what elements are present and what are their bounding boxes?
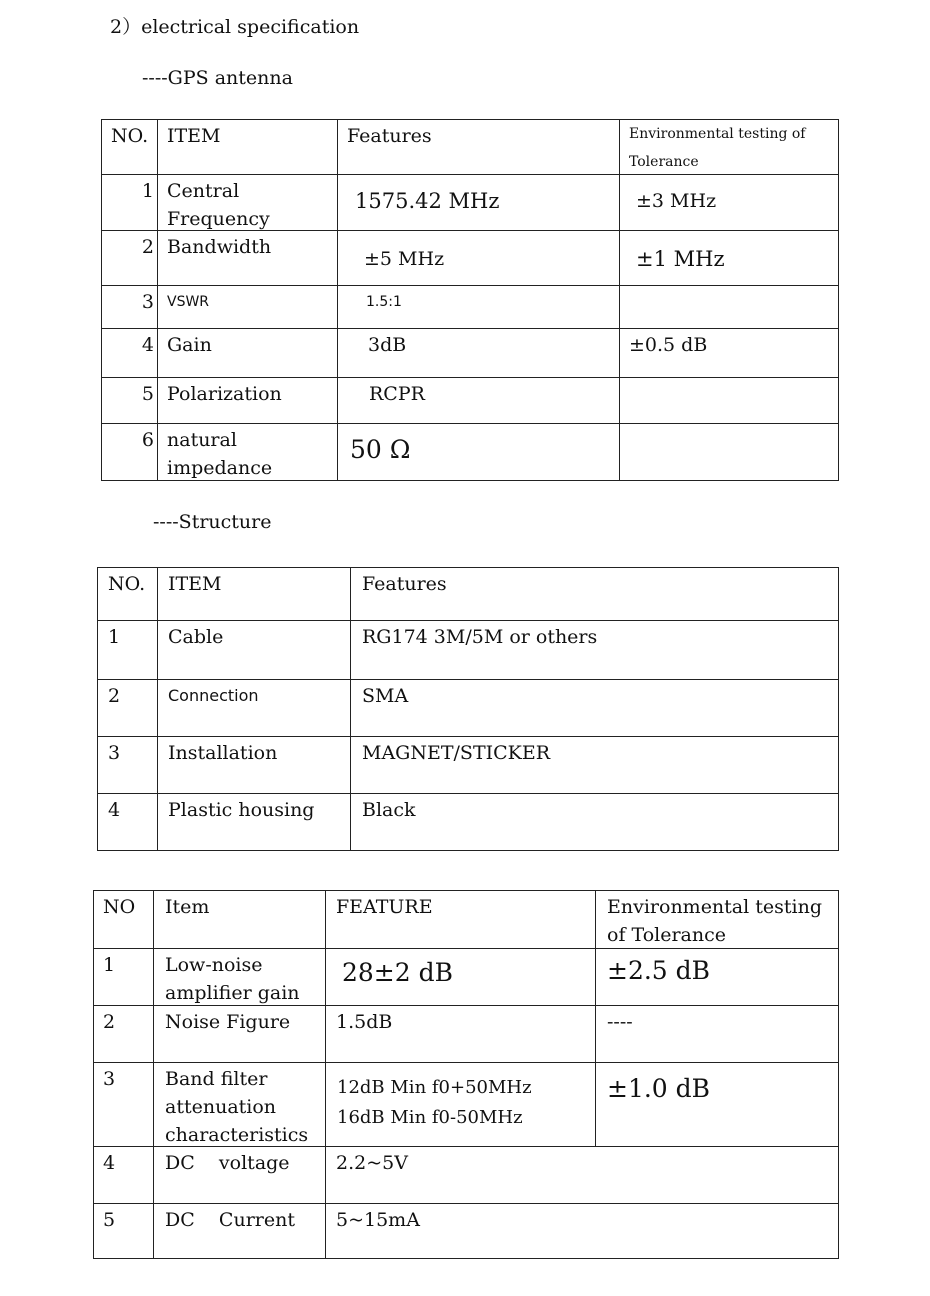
row-item: Plastic housing: [168, 799, 315, 821]
section-heading: 2）electrical specification: [110, 16, 360, 38]
table-row: [94, 1006, 839, 1063]
gps-antenna-table: [101, 119, 839, 481]
row-item: DC voltage: [165, 1152, 290, 1174]
table-row: [98, 621, 839, 680]
row-feature: 5~15mA: [336, 1209, 420, 1231]
row-item: Bandwidth: [167, 236, 272, 258]
table-row: [94, 949, 839, 1006]
row-no: 5: [141, 383, 154, 405]
table-row: [102, 424, 839, 481]
row-item: Central Frequency: [167, 180, 270, 230]
row-feature: 12dB Min f0+50MHz 16dB Min f0-50MHz: [337, 1077, 532, 1128]
row-no: 2: [141, 236, 154, 258]
row-feature: SMA: [362, 685, 409, 707]
row-no: 4: [141, 334, 154, 356]
row-no: 2: [108, 685, 121, 707]
row-feature: 28±2 dB: [342, 958, 453, 987]
table-row: [94, 1204, 839, 1259]
row-feature: RCPR: [369, 383, 425, 405]
row-item: Polarization: [167, 383, 282, 405]
row-feature: 1.5dB: [336, 1011, 393, 1033]
row-tolerance: ±1.0 dB: [607, 1074, 711, 1103]
row-feature: 1.5:1: [366, 294, 402, 310]
row-item: natural impedance: [167, 429, 273, 479]
row-tolerance: ±3 MHz: [636, 190, 717, 212]
row-item: Installation: [168, 742, 278, 764]
row-item: Noise Figure: [165, 1011, 291, 1033]
row-tolerance: ±0.5 dB: [629, 334, 708, 356]
row-feature: 3dB: [368, 334, 407, 356]
table-row: [98, 794, 839, 851]
row-no: 3: [141, 291, 154, 313]
header-no: NO.: [111, 125, 149, 147]
row-feature: ±5 MHz: [364, 248, 445, 270]
row-no: 4: [103, 1152, 116, 1174]
row-item: Gain: [167, 334, 212, 356]
header-item: ITEM: [167, 125, 221, 147]
table-row: [102, 378, 839, 424]
header-item: ITEM: [168, 573, 222, 595]
row-item: VSWR: [167, 294, 210, 310]
table-row: [102, 231, 839, 286]
row-item: DC Current: [165, 1209, 295, 1231]
row-tolerance: ----: [607, 1011, 633, 1033]
row-tolerance: ±1 MHz: [636, 247, 725, 271]
row-feature: 1575.42 MHz: [355, 189, 500, 213]
row-no: 3: [103, 1068, 116, 1090]
table-row: [94, 1063, 839, 1147]
row-feature: MAGNET/STICKER: [362, 742, 551, 764]
row-feature: Black: [362, 799, 416, 821]
header-no: NO.: [108, 573, 146, 595]
row-no: 1: [103, 954, 116, 976]
row-feature: RG174 3M/5M or others: [362, 626, 598, 648]
table-row: [94, 1147, 839, 1204]
table-header-row: [102, 120, 839, 175]
row-tolerance: ±2.5 dB: [607, 956, 711, 985]
row-no: 5: [103, 1209, 116, 1231]
table-header-row: [98, 568, 839, 621]
row-no: 1: [108, 626, 121, 648]
row-feature: 2.2~5V: [336, 1152, 408, 1174]
table-row: [98, 737, 839, 794]
row-no: 3: [108, 742, 121, 764]
row-item: Low-noise amplifier gain: [165, 954, 300, 1004]
header-item: Item: [165, 896, 210, 918]
table-row: [102, 175, 839, 231]
header-feature: FEATURE: [336, 896, 433, 918]
table-row: [102, 329, 839, 378]
gps-antenna-heading: ----GPS antenna: [142, 67, 293, 89]
header-features: Features: [347, 125, 432, 147]
row-item: Connection: [168, 686, 259, 705]
row-no: 4: [108, 799, 121, 821]
row-no: 1: [141, 180, 154, 202]
table-row: [98, 680, 839, 737]
structure-heading: ----Structure: [153, 511, 272, 533]
lna-table: [93, 890, 839, 1259]
table-row: [102, 286, 839, 329]
row-item: Band filter attenuation characteristics: [165, 1068, 309, 1146]
row-no: 2: [103, 1011, 116, 1033]
row-feature: 50 Ω: [350, 435, 411, 464]
header-tolerance: Environmental testing of Tolerance: [607, 896, 822, 946]
table-header-row: [94, 891, 839, 949]
row-no: 6: [141, 429, 154, 451]
structure-table: [97, 567, 839, 851]
header-no: NO: [103, 896, 136, 918]
row-item: Cable: [168, 626, 224, 648]
header-features: Features: [362, 573, 447, 595]
header-tolerance: Environmental testing of Tolerance: [629, 126, 806, 170]
